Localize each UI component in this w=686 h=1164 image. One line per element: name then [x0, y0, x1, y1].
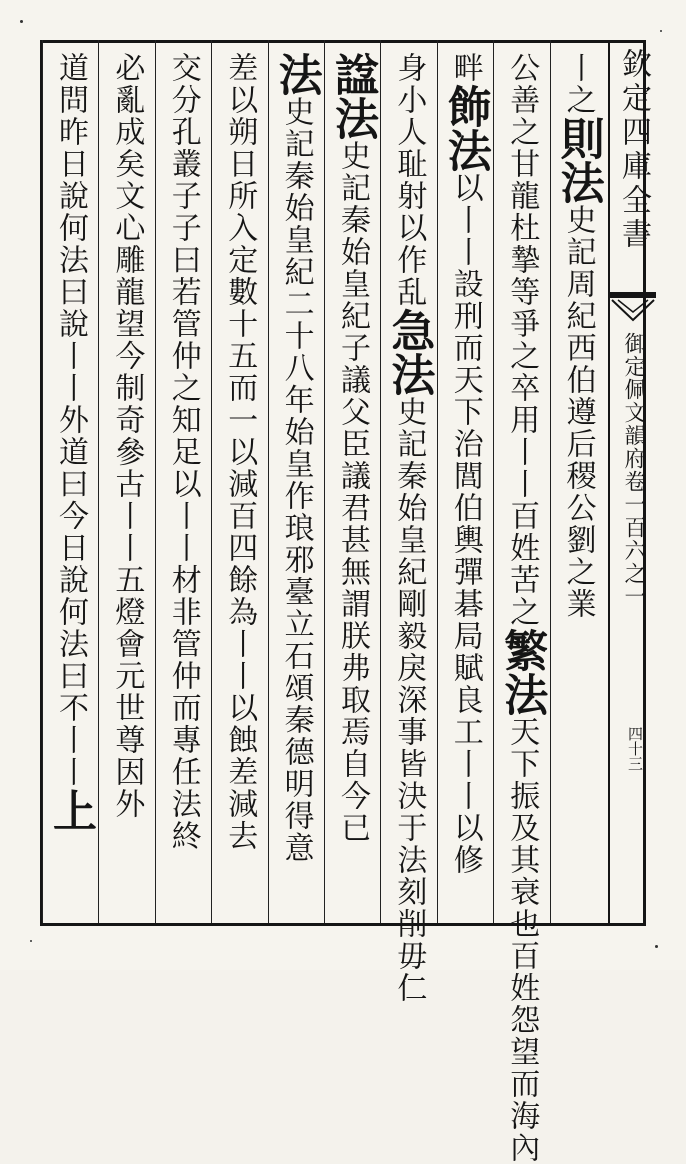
text-column: [45, 52, 96, 912]
column-divider: [268, 40, 269, 923]
text-column: [160, 52, 206, 912]
text-column: [103, 52, 149, 912]
entry-headword: 急法: [383, 308, 435, 396]
ink-speck: [655, 945, 658, 948]
text-column: [270, 52, 322, 912]
column-divider: [42, 40, 43, 923]
entry-text: 史記周紀西伯遵后稷公劉之業: [560, 204, 596, 620]
entry-headword: 飾法: [439, 84, 491, 172]
entry-headword: 則法: [552, 116, 604, 204]
ink-speck: [660, 30, 662, 32]
entry-text: 畔: [447, 52, 483, 84]
entry-text: 丨之: [560, 52, 596, 116]
text-column: [439, 52, 491, 912]
text-column: [327, 52, 378, 912]
page-number: 四十三: [626, 726, 644, 771]
header-divider: [608, 40, 610, 923]
column-divider: [155, 40, 156, 923]
text-column: [496, 52, 548, 1164]
text-column: [216, 52, 262, 912]
entry-text: 身小人耻射以作乱: [391, 52, 427, 308]
entry-text: 差以朔日所入定數十五而一以減百四餘為丨丨以蝕差減去: [222, 52, 258, 852]
column-divider: [98, 40, 99, 923]
entry-text: 天下振及其衰也百姓怨望而海內: [504, 716, 540, 1164]
entry-headword: 上: [45, 788, 96, 832]
book-title: 欽定四庫全書: [616, 48, 651, 252]
column-divider: [380, 40, 381, 923]
entry-headword: 法: [270, 52, 322, 96]
entry-text: 必亂成矣文心雕龍望今制奇參古丨丨五燈會元世尊因外: [109, 52, 145, 820]
column-divider: [324, 40, 325, 923]
entry-text: 史記秦始皇紀剛毅戾深事皆決于法刻削毋仁: [391, 396, 427, 1004]
entry-text: 道問昨日說何法曰說丨丨外道曰今日說何法曰不丨丨: [53, 52, 88, 788]
column-divider: [493, 40, 494, 923]
fishtail-ornament-icon: [610, 292, 656, 328]
entry-text: 史記秦始皇紀二十八年始皇作琅邪臺立石頌秦德明得意: [278, 96, 314, 864]
entry-headword: 諡法: [327, 52, 378, 140]
entry-text: 以丨丨設刑而天下治閭伯輿彈碁局賦良工丨丨以修: [447, 172, 483, 876]
entry-headword: 繁法: [496, 628, 548, 716]
entry-text: 交分孔叢子子曰若管仲之知足以丨丨材非管仲而專任法終: [165, 52, 201, 852]
text-column: [383, 52, 435, 1004]
text-column: [552, 52, 604, 912]
entry-text: 公善之甘龍杜摯等爭之卒用丨丨百姓苦之: [504, 52, 540, 628]
column-divider: [437, 40, 438, 923]
volume-label: 御定佩文韻府卷一百六之一: [621, 332, 646, 608]
entry-text: 史記秦始皇紀子議父臣議君甚無謂朕弗取焉自今已: [335, 140, 370, 844]
ink-speck: [20, 20, 23, 23]
ink-speck: [30, 940, 32, 942]
column-divider: [550, 40, 551, 923]
column-divider: [211, 40, 212, 923]
